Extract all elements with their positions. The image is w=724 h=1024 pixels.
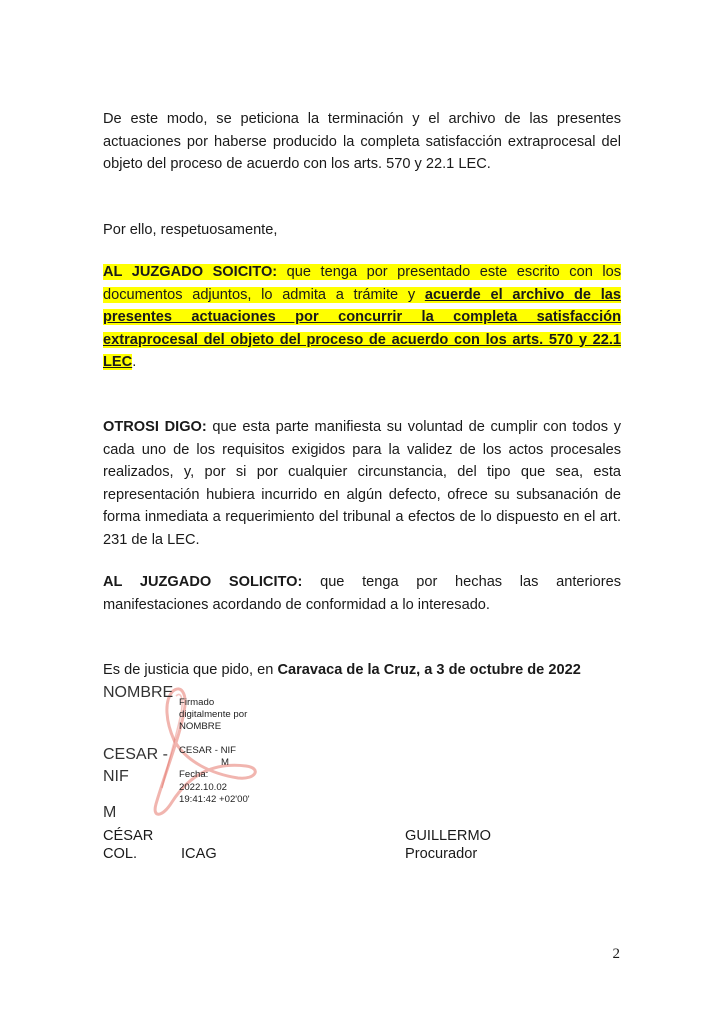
page-number: 2 [612, 946, 620, 962]
signed-by-line2: digitalmente por [179, 709, 248, 720]
signature-id-line1: CESAR - NIF [179, 745, 237, 756]
paragraph-termination [103, 108, 621, 176]
signer-name-line4: M [103, 804, 117, 821]
paragraph-solicito [103, 571, 621, 616]
request-emphasis: acuerde el archivo de las presentes actuaciones por concurrir la completa satisfacción extraprocesal del objeto del proceso de acuerdo con los arts. 570 y 22.1 LEC [103, 286, 622, 370]
left-signer-line2: COL. [103, 846, 138, 862]
paragraph-respectfully [103, 219, 621, 242]
left-signer-org: ICAG [181, 846, 217, 862]
signature-date: 2022.10.02 [179, 782, 228, 793]
paragraph-text: Por ello, respetuosamente, [103, 222, 278, 238]
solicito-heading: AL JUZGADO SOLICITO: [103, 574, 303, 590]
signature-id-line2: M [221, 757, 229, 768]
paragraph-otrosi [103, 416, 621, 551]
closing-place-date: Caravaca de la Cruz, a 3 de octubre de 2022 [277, 662, 581, 678]
request-end: . [132, 354, 137, 370]
solicito-text: que tenga por hechas las anteriores manifestaciones acordando de conformidad a lo interesado. [103, 574, 621, 613]
signer-name-line3: NIF [103, 768, 129, 785]
left-signer-line1: CÉSAR [103, 828, 154, 844]
otrosi-text: que esta parte manifiesta su voluntad de cumplir con todos y cada uno de los requisitos exigidos para la validez de los actos procesales realizados, y, por si por cualquier circunstancia, del tipo que sea, esta representación hubiera incurrido en algún defecto, ofrece su subsanación de forma inmediata a requerimiento del tribunal a efectos de lo dispuesto en el art. 231 de la LEC. [103, 419, 622, 548]
closing-text: Es de justicia que pido, en [103, 662, 278, 678]
paragraph-text: De este modo, se peticiona la terminación y el archivo de las presentes actuaciones por haberse producido la completa satisfacción extraprocesal del objeto del proceso de acuerdo con los arts. 570 y 22.1 LEC. [103, 111, 621, 172]
request-heading: AL JUZGADO SOICITO: [103, 264, 278, 280]
request-text: que tenga por presentado este escrito con los documentos adjuntos, lo admita a trámite y [103, 264, 621, 303]
closing-line [103, 659, 663, 682]
signed-by-line1: Firmado [179, 697, 215, 708]
paragraph-request-highlighted [103, 261, 621, 374]
signer-name-line2: CESAR - [103, 746, 168, 763]
signed-by-line3: NOMBRE [179, 721, 222, 732]
right-signer-line1: GUILLERMO [405, 828, 491, 844]
signature-date-label: Fecha: [179, 769, 209, 780]
signer-name-line1: NOMBRE [103, 684, 174, 701]
otrosi-heading: OTROSI DIGO: [103, 419, 207, 435]
right-signer-line2: Procurador [405, 846, 478, 862]
signature-time: 19:41:42 +02'00' [179, 794, 250, 805]
